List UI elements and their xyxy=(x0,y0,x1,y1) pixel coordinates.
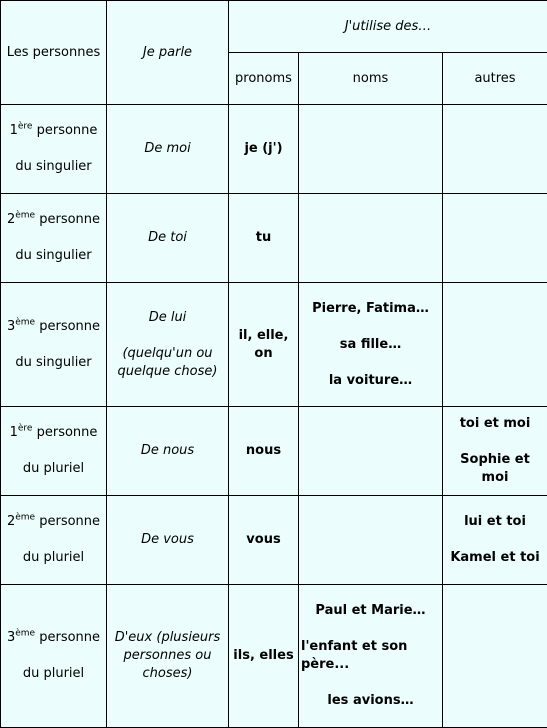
person-number: 1 xyxy=(10,123,18,138)
grammatical-number: du singulier xyxy=(15,248,91,263)
table-row xyxy=(1,194,547,283)
table-row xyxy=(1,496,547,585)
noun-example: la voiture… xyxy=(329,373,412,388)
grammatical-number: du singulier xyxy=(15,355,91,370)
others-cell xyxy=(443,496,547,585)
others-cell xyxy=(443,105,547,194)
person-cell xyxy=(1,585,107,728)
person-ordinal: ème xyxy=(15,629,35,639)
pronoun-cell: vous xyxy=(229,496,299,585)
person-number: 3 xyxy=(7,319,15,334)
nouns-cell xyxy=(299,407,443,496)
speaker-text: De vous xyxy=(141,532,194,547)
other-example: toi et moi xyxy=(460,416,531,431)
pronoun-cell: tu xyxy=(229,194,299,283)
speaker-cell xyxy=(107,194,229,283)
table-row xyxy=(1,283,547,407)
pronoun-cell: je (j') xyxy=(229,105,299,194)
speaker-text: De nous xyxy=(141,443,194,458)
pronoun-cell: il, elle, on xyxy=(229,283,299,407)
nouns-cell xyxy=(299,194,443,283)
noun-example: Pierre, Fatima… xyxy=(312,301,429,316)
speaker-cell xyxy=(107,283,229,407)
others-cell xyxy=(443,283,547,407)
other-example: Sophie et moi xyxy=(460,452,530,485)
header-nouns: noms xyxy=(299,53,443,105)
person-cell xyxy=(1,194,107,283)
speaker-text: De lui xyxy=(149,310,187,325)
noun-example: sa fille… xyxy=(340,337,401,352)
speaker-text: D'eux (plusieurs personnes ou choses) xyxy=(115,630,221,681)
header-speaker: Je parle xyxy=(107,1,229,105)
nouns-cell xyxy=(299,496,443,585)
header-pronouns: pronoms xyxy=(229,53,299,105)
speaker-cell xyxy=(107,585,229,728)
nouns-cell xyxy=(299,585,443,728)
person-cell xyxy=(1,496,107,585)
grammatical-number: du pluriel xyxy=(23,666,84,681)
other-example: Kamel et toi xyxy=(450,550,539,565)
noun-example: Paul et Marie… xyxy=(315,603,425,618)
person-word: personne xyxy=(39,514,100,529)
person-word: personne xyxy=(39,319,100,334)
person-number: 3 xyxy=(7,630,15,645)
others-cell xyxy=(443,585,547,728)
nouns-cell xyxy=(299,105,443,194)
person-ordinal: ème xyxy=(15,513,35,523)
speaker-text: De toi xyxy=(148,230,187,245)
others-cell xyxy=(443,407,547,496)
speaker-cell xyxy=(107,407,229,496)
person-number: 1 xyxy=(10,425,18,440)
speaker-cell xyxy=(107,496,229,585)
table-row xyxy=(1,105,547,194)
person-ordinal: ère xyxy=(18,122,33,132)
header-use: J'utilise des… xyxy=(229,1,547,53)
noun-example: l'enfant et son père... xyxy=(301,638,440,674)
person-ordinal: ème xyxy=(15,317,35,327)
grammatical-number: du pluriel xyxy=(23,550,84,565)
grammatical-number: du pluriel xyxy=(23,461,84,476)
other-example: lui et toi xyxy=(464,514,526,529)
person-word: personne xyxy=(37,425,98,440)
table-row xyxy=(1,585,547,728)
pronoun-cell: ils, elles xyxy=(229,585,299,728)
person-cell xyxy=(1,105,107,194)
speaker-cell xyxy=(107,105,229,194)
nouns-cell xyxy=(299,283,443,407)
speaker-detail: (quelqu'un ou quelque chose) xyxy=(118,346,218,379)
person-ordinal: ère xyxy=(18,424,33,434)
header-others: autres xyxy=(443,53,547,105)
person-ordinal: ème xyxy=(15,211,35,221)
grammatical-number: du singulier xyxy=(15,159,91,174)
table-row xyxy=(1,407,547,496)
person-number: 2 xyxy=(7,514,15,529)
header-persons: Les personnes xyxy=(1,1,107,105)
person-word: personne xyxy=(37,123,98,138)
pronoun-cell: nous xyxy=(229,407,299,496)
person-word: personne xyxy=(39,212,100,227)
person-cell xyxy=(1,407,107,496)
others-cell xyxy=(443,194,547,283)
person-word: personne xyxy=(39,630,100,645)
speaker-text: De moi xyxy=(144,141,190,156)
noun-example: les avions… xyxy=(327,693,413,708)
person-cell xyxy=(1,283,107,407)
person-number: 2 xyxy=(7,212,15,227)
